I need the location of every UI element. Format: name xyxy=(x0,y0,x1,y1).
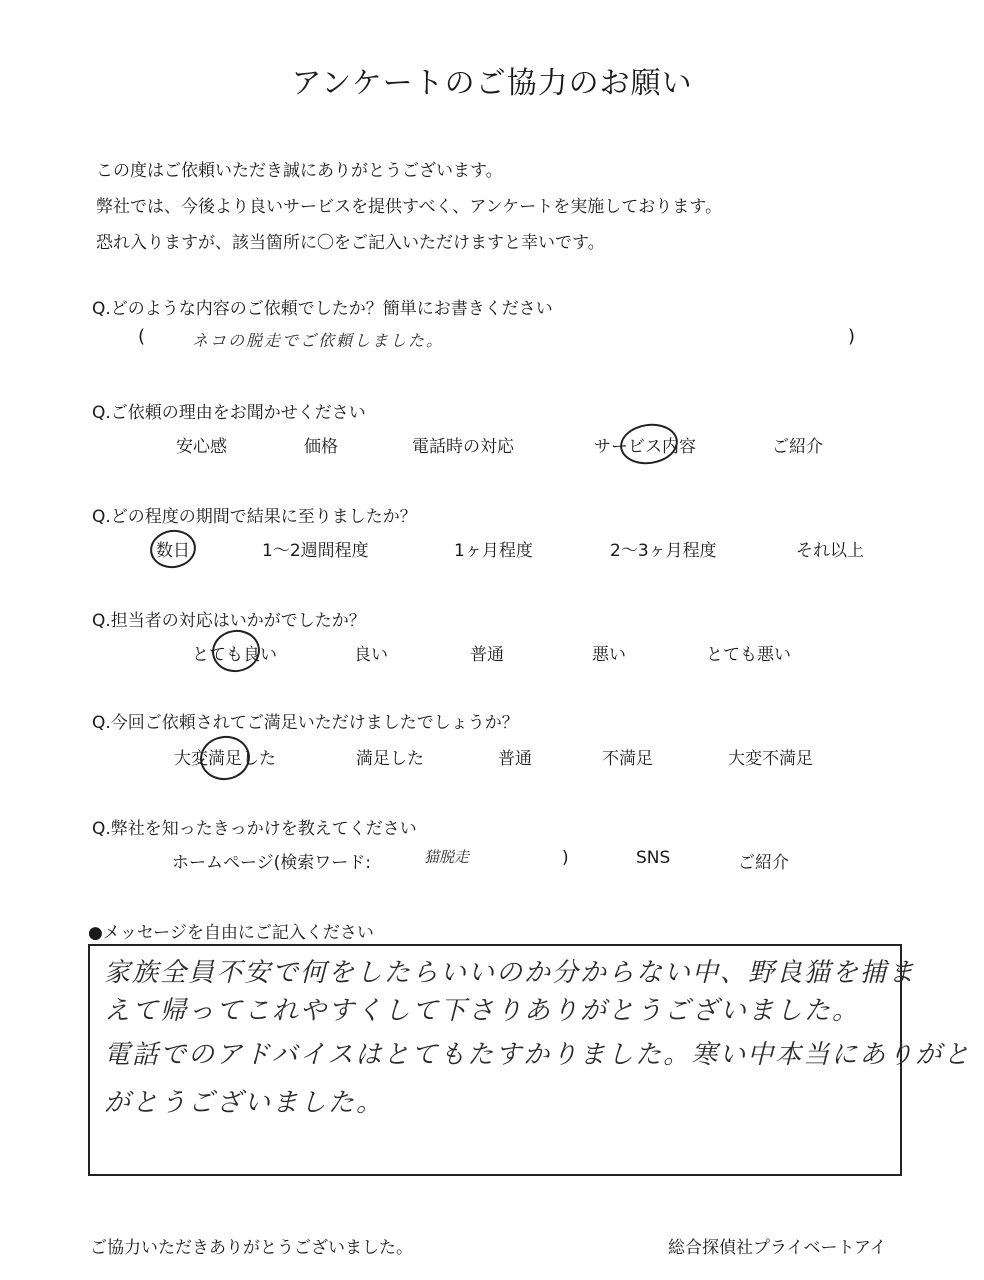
intro-line-1: この度はご依頼いただき誠にありがとうございます。 xyxy=(96,161,503,181)
intro-line-3: 恐れ入りますが、該当箇所に〇をご記入いただけますと幸いです。 xyxy=(96,233,605,253)
option-bad[interactable]: 悪い xyxy=(592,645,626,665)
search-word-answer[interactable]: 猫脱走 xyxy=(424,848,470,866)
option-service-content[interactable]: サービス内容 xyxy=(594,437,696,457)
option-few-days[interactable]: 数日 xyxy=(156,541,190,561)
message-line-3: 電話でのアドバイスはとてもたすかりました。寒い中本当にありがと xyxy=(104,1040,972,1070)
option-1-month[interactable]: 1ヶ月程度 xyxy=(454,541,533,561)
selection-circle-mark xyxy=(148,527,199,571)
option-referral[interactable]: ご紹介 xyxy=(772,437,823,457)
intro-line-2: 弊社では、今後より良いサービスを提供すべく、アンケートを実施しております。 xyxy=(96,197,722,217)
option-good[interactable]: 良い xyxy=(354,645,388,665)
option-referral-source[interactable]: ご紹介 xyxy=(738,853,789,873)
question-request-reason: Q.ご依頼の理由をお聞かせください xyxy=(92,403,366,423)
question-staff-response: Q.担当者の対応はいかがでしたか？ xyxy=(92,611,366,631)
option-reassurance[interactable]: 安心感 xyxy=(176,437,227,457)
option-sns[interactable]: SNS xyxy=(636,848,671,868)
option-longer[interactable]: それ以上 xyxy=(796,541,864,561)
option-satisfied[interactable]: 満足した xyxy=(356,749,424,769)
option-average[interactable]: 普通 xyxy=(470,645,504,665)
question-request-content: Q.どのような内容のご依頼でしたか？簡単にお書きください xyxy=(92,299,553,319)
option-neutral[interactable]: 普通 xyxy=(498,749,532,769)
selection-circle-mark xyxy=(209,627,262,675)
question-satisfaction: Q.今回ご依頼されてご満足いただけましたでしょうか？ xyxy=(92,713,519,733)
option-price[interactable]: 価格 xyxy=(304,437,338,457)
answer-close-paren: ) xyxy=(848,326,856,347)
option-phone-response[interactable]: 電話時の対応 xyxy=(412,437,514,457)
message-line-4: がとうございました。 xyxy=(104,1088,385,1118)
selection-circle-mark xyxy=(197,733,253,784)
option-very-satisfied[interactable]: 大変満足した xyxy=(174,749,276,769)
option-very-bad[interactable]: とても悪い xyxy=(706,645,791,665)
option-dissatisfied[interactable]: 不満足 xyxy=(602,749,653,769)
message-line-1: 家族全員不安で何をしたらいいのか分からない中、野良猫を捕ま xyxy=(104,958,917,988)
question-result-period: Q.どの程度の期間で結果に至りましたか？ xyxy=(92,507,417,527)
footer-thanks: ご協力いただきありがとうございました。 xyxy=(90,1238,413,1258)
option-2-3-months[interactable]: 2～3ヶ月程度 xyxy=(610,541,717,561)
company-name: 総合探偵社プライベートアイ xyxy=(668,1238,887,1258)
homepage-close-paren: ) xyxy=(562,848,569,868)
message-line-2: えて帰ってこれやすくして下さりありがとうございました。 xyxy=(104,996,861,1026)
answer-open-paren: ( xyxy=(138,326,146,347)
option-homepage[interactable]: ホームページ(検索ワード: xyxy=(172,853,372,873)
selection-circle-mark xyxy=(617,420,680,468)
page-title: アンケートのご協力のお願い xyxy=(291,66,693,101)
option-1-2-weeks[interactable]: 1～2週間程度 xyxy=(262,541,369,561)
question-how-found: Q.弊社を知ったきっかけを教えてください xyxy=(92,819,417,839)
option-very-good[interactable]: とても良い xyxy=(192,645,277,665)
answer-request-content[interactable]: ネコの脱走でご依頼しました。 xyxy=(192,331,445,350)
message-heading: ●メッセージを自由にご記入ください xyxy=(88,923,374,943)
option-very-dissatisfied[interactable]: 大変不満足 xyxy=(728,749,813,769)
